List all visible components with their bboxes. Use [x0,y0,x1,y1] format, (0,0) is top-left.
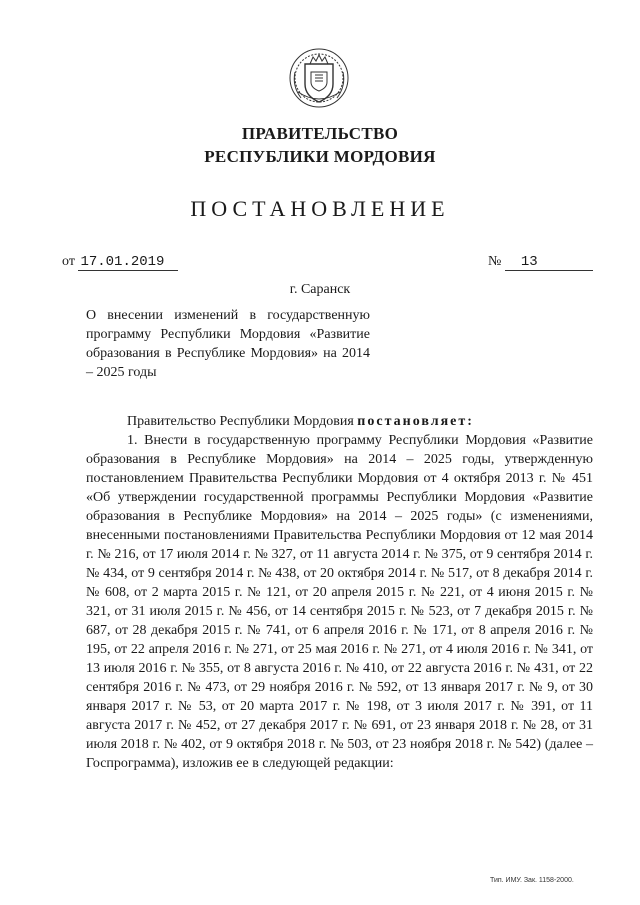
number-prefix: № [488,254,502,269]
intro-text: Правительство Республики Мордовия [127,414,358,429]
intro-paragraph [86,412,593,431]
date-field [62,254,178,271]
document-body [86,412,593,773]
number-field [488,254,593,271]
document-type: ПОСТАНОВЛЕНИЕ [190,196,450,221]
paragraph-1: 1. Внести в государственную программу Республики Мордовия «Развитие образования в Республике Мордовия» на 2014 – 2025 годы, утвержденную постановлением Правительства Республики Мордовия от 4 октября 2013 г. № 451 «Об утверждении государственной программы Республики Мордовия «Развитие образования в Республике Мордовия» на 2014 – 2025 годы» (с изменениями, внесенными постановлениями Правительства Республики Мордовия от 12 мая 2014 г. № 216, от 17 июля 2014 г. № 327, от 11 августа 2014 г. № 375, от 9 сентября 2014 г. № 434, от 9 сентября 2014 г. № 438, от 20 октября 2014 г. № 517, от 8 декабря 2014 г. № 608, от 2 марта 2015 г. № 121, от 20 апреля 2015 г. № 221, от 4 июня 2015 г. № 321, от 31 июля 2015 г. № 456, от 14 сентября 2015 г. № 523, от 7 декабря 2015 г. № 687, от 28 декабря 2015 г. № 741, от 6 апреля 2016 г. № 171, от 8 апреля 2016 г. № 195, от 22 апреля 2016 г. № 271, от 25 мая 2016 г. № 271, от 4 июля 2016 г. № 341, от 13 июля 2016 г. № 355, от 8 августа 2016 г. № 410, от 22 августа 2016 г. № 431, от 22 сентября 2016 г. № 473, от 29 ноября 2016 г. № 592, от 13 января 2017 г. № 9, от 30 января 2017 г. № 53, от 20 марта 2017 г. № 198, от 3 июля 2017 г. № 391, от 11 августа 2017 г. № 452, от 27 декабря 2017 г. № 691, от 23 января 2018 г. № 28, от 31 июля 2018 г. № 402, от 9 октября 2018 г. № 503, от 23 ноября 2018 г. № 542) (далее – Госпрограмма), изложив ее в следующей редакции: [86,433,593,771]
city: г. Саранск [289,282,351,297]
date-prefix: от [62,254,75,269]
coat-of-arms-icon [286,42,352,112]
document-subject: О внесении изменений в государственную программу Республики Мордовия «Развитие образования в Республике Мордовия» на 2014 – 2025 годы [86,308,370,380]
republic-title: РЕСПУБЛИКИ МОРДОВИЯ [204,147,436,166]
print-info: Тип. ИМУ. Зак. 1158-2000. [490,877,574,884]
resolution-word: постановляет: [357,414,474,429]
government-title: ПРАВИТЕЛЬСТВО [241,124,399,143]
date-value: 17.01.2019 [78,254,178,271]
number-value: 13 [505,254,593,271]
